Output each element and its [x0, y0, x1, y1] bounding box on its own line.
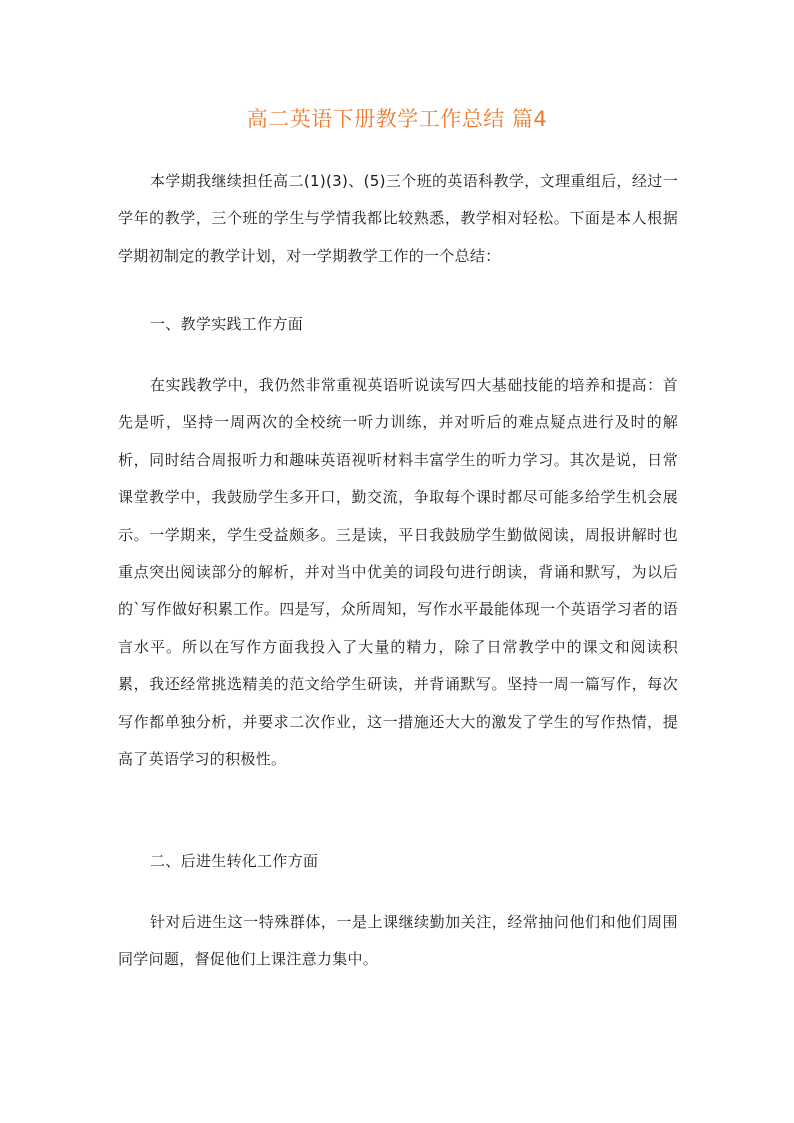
section-heading-teaching-practice: 一、教学实践工作方面	[150, 315, 304, 333]
section-body-teaching-practice: 在实践教学中，我仍然非常重视英语听说读写四大基础技能的培养和提高：首先是听，坚持一周两次的全校统一听力训练，并对听后的难点疑点进行及时的解析，同时结合周报听力和趣味英语视听材料丰富学生的听力学习。其次是说，日常课堂教学中，我鼓励学生多开口，勤交流，争取每个课时都尽可能多给学生机会展示。一学期来，学生受益颇多。三是读，平日我鼓励学生勤做阅读，周报讲解时也重点突出阅读部分的解析，并对当中优美的词段句进行朗读，背诵和默写，为以后的`写作做好积累工作。四是写，众所周知，写作水平最能体现一个英语学习者的语言水平。所以在写作方面我投入了大量的精力，除了日常教学中的课文和阅读积累，我还经常挑选精美的范文给学生研读，并背诵默写。坚持一周一篇写作，每次写作都单独分析，并要求二次作业，这一措施还大大的激发了学生的写作热情，提高了英语学习的积极性。	[118, 376, 678, 769]
document-title: 高二英语下册教学工作总结 篇4	[246, 107, 548, 131]
section-body-underachievers: 针对后进生这一特殊群体，一是上课继续勤加关注，经常抽问他们和他们周围同学问题，督促他们上课注意力集中。	[118, 913, 678, 969]
intro-paragraph: 本学期我继续担任高二(1)(3)、(5)三个班的英语科教学，文理重组后，经过一学年的教学，三个班的学生与学情我都比较熟悉，教学相对轻松。下面是本人根据学期初制定的教学计划，对一学期教学工作的一个总结：	[118, 172, 678, 265]
section-heading-underachievers: 二、后进生转化工作方面	[150, 852, 319, 870]
